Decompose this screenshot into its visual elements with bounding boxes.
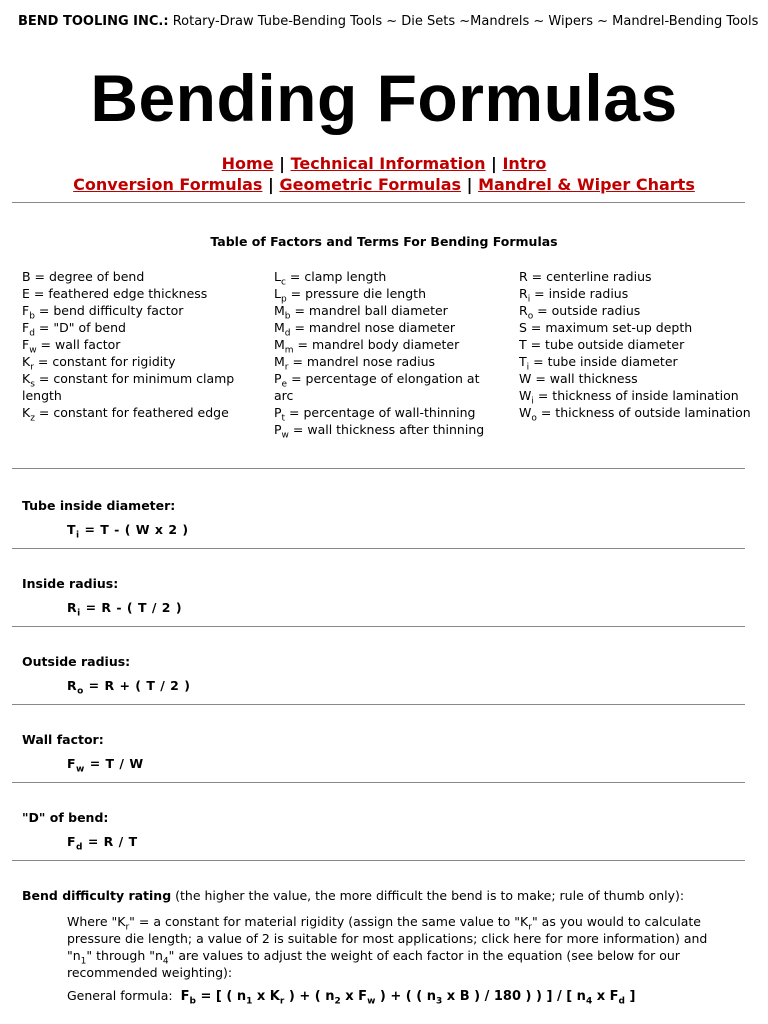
formula-rhs: = R + ( T / 2 ) <box>83 678 191 693</box>
term-entry <box>519 285 754 305</box>
formula-section-title: Wall factor: <box>22 732 104 747</box>
formula-subscript: i <box>77 608 81 619</box>
divider <box>12 860 745 861</box>
term-entry <box>274 336 494 356</box>
bend-difficulty-heading <box>22 888 752 903</box>
nav-row-2 <box>0 174 768 195</box>
page-title: Bending Formulas <box>90 61 678 135</box>
term-description: = degree of bend <box>30 269 145 284</box>
term-subscript: w <box>281 430 289 441</box>
term-subscript: r <box>284 362 289 373</box>
term-entry <box>274 421 494 441</box>
formula-rhs: = R / T <box>83 834 138 849</box>
term-description: = mandrel body diameter <box>293 337 460 352</box>
term-description: = pressure die length <box>286 286 426 301</box>
term-symbol: W <box>519 388 532 403</box>
term-entry <box>274 404 494 424</box>
term-subscript: o <box>531 413 537 424</box>
term-symbol: L <box>274 286 281 301</box>
term-subscript: z <box>30 413 35 424</box>
term-entry <box>22 319 250 339</box>
term-entry <box>22 353 250 373</box>
term-entry <box>519 336 754 353</box>
term-entry <box>274 370 494 404</box>
formula-subscript: 4 <box>585 996 593 1007</box>
term-subscript: r <box>30 362 34 373</box>
term-entry <box>519 353 754 373</box>
term-symbol: T <box>519 337 527 352</box>
term-description: = feathered edge thickness <box>29 286 208 301</box>
term-symbol: P <box>274 405 282 420</box>
nav-link-geometric-formulas[interactable]: Geometric Formulas <box>279 175 462 194</box>
term-description: = bend difficulty factor <box>34 303 184 318</box>
term-symbol: F <box>22 320 30 335</box>
formula-expression <box>67 600 183 619</box>
term-symbol: R <box>519 303 528 318</box>
term-subscript: d <box>284 328 291 339</box>
term-description: = tube inside diameter <box>529 354 678 369</box>
formula-expression <box>67 756 144 775</box>
term-subscript: c <box>280 277 286 288</box>
term-symbol: K <box>22 405 31 420</box>
term-symbol: L <box>274 269 281 284</box>
where-text: " = a constant for material rigidity (assign the same value to "K <box>129 914 529 929</box>
nav-separator: | <box>491 154 497 173</box>
term-description: = mandrel nose diameter <box>290 320 456 335</box>
formula-subscript: 3 <box>436 996 443 1007</box>
general-formula-equation <box>180 989 636 1007</box>
formula-expression <box>67 522 189 541</box>
bend-difficulty-title: Bend difficulty rating <box>22 888 172 903</box>
term-symbol: M <box>274 320 285 335</box>
term-subscript: t <box>281 413 286 424</box>
formula-part: = [ ( n <box>195 989 247 1004</box>
formula-symbol: R <box>67 678 78 693</box>
term-description: = wall thickness <box>531 371 638 386</box>
formula-part: F <box>180 989 190 1004</box>
term-description: = clamp length <box>285 269 387 284</box>
term-description: = percentage of wall-thinning <box>285 405 476 420</box>
formula-part: x B ) / 180 ) ) ] / [ n <box>442 989 586 1004</box>
term-symbol: W <box>519 405 532 420</box>
where-text: Where "K <box>67 914 126 929</box>
term-symbol: B <box>22 269 31 284</box>
where-text: " through "n <box>86 948 163 963</box>
formula-subscript: d <box>618 996 625 1007</box>
term-symbol: R <box>519 286 528 301</box>
terms-column-1 <box>22 268 250 424</box>
term-symbol: T <box>519 354 527 369</box>
formula-rhs: = T - ( W x 2 ) <box>79 522 189 537</box>
formula-part: ) + ( ( n <box>375 989 436 1004</box>
term-symbol: M <box>274 354 285 369</box>
term-description: = tube outside diameter <box>526 337 685 352</box>
formula-section-title: Tube inside diameter: <box>22 498 176 513</box>
term-description: = maximum set-up depth <box>526 320 693 335</box>
where-subscript: 1 <box>80 956 87 967</box>
term-description: = outside radius <box>533 303 641 318</box>
term-symbol: K <box>22 371 31 386</box>
term-entry <box>519 370 754 387</box>
formula-subscript: 2 <box>334 996 341 1007</box>
formula-rhs: = R - ( T / 2 ) <box>80 600 183 615</box>
term-entry <box>22 268 250 285</box>
formula-expression <box>67 678 191 697</box>
formula-part: ] <box>625 989 636 1004</box>
term-description: = thickness of outside lamination <box>536 405 751 420</box>
formula-subscript: b <box>189 996 196 1007</box>
term-symbol: P <box>274 422 282 437</box>
formula-section-title: Inside radius: <box>22 576 119 591</box>
term-subscript: o <box>527 311 534 322</box>
nav-link-conversion-formulas[interactable]: Conversion Formulas <box>73 175 263 194</box>
term-subscript: e <box>281 379 288 390</box>
term-symbol: E <box>22 286 30 301</box>
company-name: BEND TOOLING INC.: <box>18 14 169 29</box>
formula-symbol: T <box>67 522 77 537</box>
term-description: = mandrel nose radius <box>288 354 436 369</box>
term-entry <box>22 404 250 424</box>
term-entry <box>519 404 754 424</box>
where-subscript: 4 <box>162 956 169 967</box>
nav-row-1 <box>0 153 768 174</box>
term-description: = centerline radius <box>527 269 652 284</box>
terms-column-3 <box>519 268 754 424</box>
term-description: = inside radius <box>530 286 629 301</box>
term-subscript: s <box>30 379 35 390</box>
terms-column-2 <box>274 268 494 441</box>
formula-part: x F <box>592 989 619 1004</box>
term-subscript: i <box>526 362 530 373</box>
term-symbol: M <box>274 337 285 352</box>
term-description: = wall factor <box>36 337 121 352</box>
nav-separator: | <box>466 175 473 194</box>
formula-part: ) + ( n <box>284 989 335 1004</box>
where-text: " are values to adjust the weight of each factor in the equation (see below for our recommended weighting): <box>67 948 680 980</box>
term-symbol: R <box>519 269 528 284</box>
formula-part: x K <box>252 989 280 1004</box>
term-entry <box>519 268 754 285</box>
nav-link-technical-information[interactable]: Technical Information <box>290 154 486 173</box>
formula-subscript: o <box>77 686 84 697</box>
terms-table-title: Table of Factors and Terms For Bending Formulas <box>210 234 558 249</box>
term-description: = constant for feathered edge <box>34 405 229 420</box>
term-symbol: F <box>22 303 30 318</box>
bend-difficulty-description <box>67 913 735 981</box>
formula-subscript: d <box>76 842 83 853</box>
where-subscript: r <box>528 922 532 933</box>
term-subscript: i <box>531 396 534 407</box>
general-formula-label: General formula: <box>67 988 173 1003</box>
nav-link-intro[interactable]: Intro <box>502 154 547 173</box>
divider <box>12 548 745 549</box>
formula-subscript: w <box>367 996 376 1007</box>
term-symbol: M <box>274 303 285 318</box>
bend-difficulty-note: (the higher the value, the more difficult the bend is to make; rule of thumb only): <box>171 888 685 903</box>
term-description: = wall thickness after thinning <box>288 422 485 437</box>
term-description: = constant for rigidity <box>33 354 176 369</box>
where-text: " as you would to calculate pressure die length; a value of 2 is suitable for most applications; click here for more information) and "n <box>67 914 708 963</box>
header-line <box>18 14 758 29</box>
where-subscript: r <box>125 922 130 933</box>
term-subscript: d <box>29 328 35 339</box>
formula-part: x F <box>340 989 368 1004</box>
divider <box>12 468 745 469</box>
term-entry <box>274 353 494 373</box>
term-subscript: p <box>280 294 287 305</box>
term-entry <box>519 302 754 322</box>
term-description: = percentage of elongation at arc <box>274 371 480 403</box>
term-entry <box>22 302 250 322</box>
term-symbol: S <box>519 320 527 335</box>
term-description: = thickness of inside lamination <box>533 388 739 403</box>
formula-subscript: i <box>76 530 80 541</box>
term-entry <box>22 285 250 302</box>
formula-section-title: Outside radius: <box>22 654 131 669</box>
nav-link-home[interactable]: Home <box>221 154 274 173</box>
term-entry <box>274 319 494 339</box>
divider <box>12 626 745 627</box>
term-subscript: w <box>29 345 37 356</box>
nav-separator: | <box>268 175 274 194</box>
term-symbol: F <box>22 337 30 352</box>
formula-symbol: F <box>67 756 77 771</box>
term-symbol: W <box>519 371 532 386</box>
term-entry <box>519 319 754 336</box>
formula-expression <box>67 834 138 853</box>
term-description: = constant for minimum clamp length <box>22 371 235 403</box>
formula-symbol: F <box>67 834 77 849</box>
term-entry <box>22 336 250 356</box>
formula-section-title: "D" of bend: <box>22 810 109 825</box>
formula-symbol: R <box>67 600 78 615</box>
term-symbol: P <box>274 371 282 386</box>
term-entry <box>274 268 494 288</box>
term-entry <box>519 387 754 407</box>
term-subscript: b <box>29 311 35 322</box>
company-tagline: Rotary-Draw Tube-Bending Tools ~ Die Sets ~Mandrels ~ Wipers ~ Mandrel-Bending Tools <box>172 14 759 29</box>
nav-link-mandrel-wiper-charts[interactable]: Mandrel & Wiper Charts <box>478 175 695 194</box>
divider <box>12 782 745 783</box>
divider <box>12 202 745 203</box>
formula-rhs: = T / W <box>84 756 144 771</box>
term-entry <box>274 285 494 305</box>
formula-subscript: 1 <box>246 996 253 1007</box>
term-subscript: m <box>284 345 294 356</box>
term-symbol: K <box>22 354 31 369</box>
term-subscript: i <box>527 294 531 305</box>
general-formula <box>67 988 636 1007</box>
term-description: = mandrel ball diameter <box>290 303 448 318</box>
divider <box>12 704 745 705</box>
formula-subscript: w <box>76 764 85 775</box>
term-entry <box>22 370 250 404</box>
term-description: = "D" of bend <box>34 320 126 335</box>
formula-subscript: r <box>279 996 285 1007</box>
nav-separator: | <box>279 154 285 173</box>
term-entry <box>274 302 494 322</box>
term-subscript: b <box>284 311 291 322</box>
